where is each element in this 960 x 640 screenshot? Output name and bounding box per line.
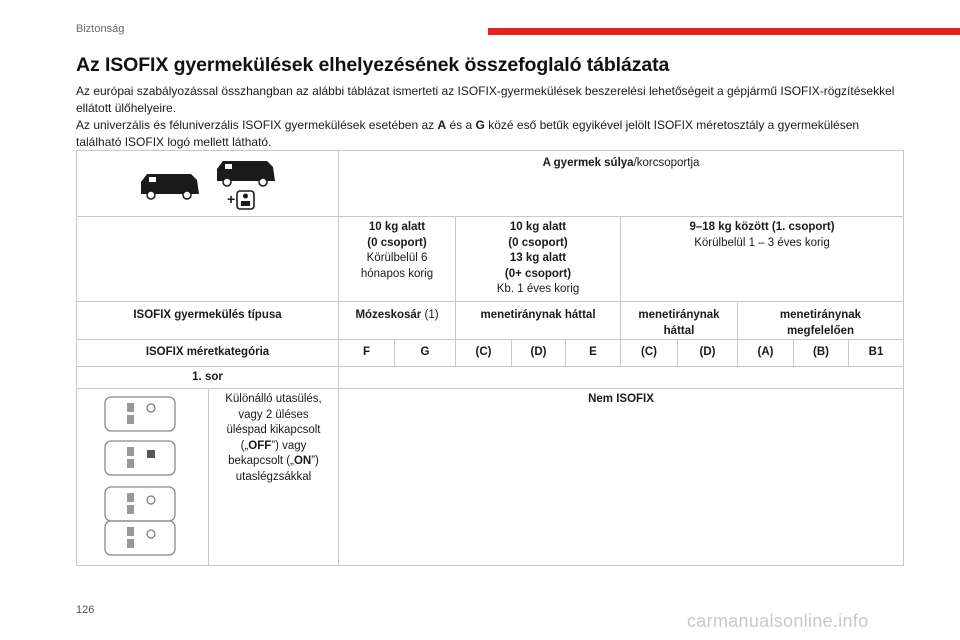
size-class: G (395, 340, 456, 367)
intro-text (76, 83, 906, 151)
section-title: Biztonság (76, 23, 125, 35)
size-class: (D) (512, 340, 566, 367)
size-class: (C) (621, 340, 678, 367)
size-class: (A) (738, 340, 794, 367)
size-label: ISOFIX méretkategória (77, 340, 339, 367)
result-not-isofix: Nem ISOFIX (588, 393, 654, 405)
size-class: (B) (794, 340, 849, 367)
svg-text:+: + (226, 191, 235, 207)
vehicle-seat-position-icon (103, 393, 179, 559)
section-accent-bar (488, 28, 960, 35)
row-label-1st-row: 1. sor (77, 367, 339, 389)
type-rear-facing-2: menetiránynak háttal (621, 302, 738, 340)
size-class: (C) (456, 340, 512, 367)
page-number: 126 (76, 604, 95, 616)
isofix-table (76, 150, 904, 566)
weight-group-1: 9–18 kg között (1. csoport) Körülbelül 1 – 3 éves korig (621, 217, 903, 302)
intro-paragraph-1: Az európai szabályozással összhangban az alábbi táblázat ismerteti az ISOFIX-gyermekülések beszerelési lehetőségeit a gépjármű ISOFIX-rögzítésekkel ellátott ülőhelyeire. (76, 84, 895, 115)
weight-group-0: 10 kg alatt (0 csoport) Körülbelül 6 hónapos korig (339, 217, 456, 302)
intro-paragraph-2: Az univerzális és féluniverzális ISOFIX gyermekülések esetében az A és a G közé eső betűk egyikével jelölt ISOFIX méretosztály a gyermekülésen található ISOFIX logó mellett látható. (76, 118, 860, 149)
two-vans-child-seat-icon (133, 154, 283, 212)
seat-diagrams-cell (77, 389, 209, 565)
type-forward-facing: menetiránynak megfelelően (738, 302, 903, 340)
size-class: (D) (678, 340, 738, 367)
empty-cell (339, 367, 903, 389)
weight-group-0plus: 10 kg alatt (0 csoport) 13 kg alatt (0+ csoport) Kb. 1 éves korig (456, 217, 621, 302)
seat-description: Különálló utasülés, vagy 2 üléses üléspad kikapcsolt („OFF”) vagy bekapcsolt („ON”) utaslégzsákkal (209, 389, 339, 565)
size-class: E (566, 340, 621, 367)
size-class: F (339, 340, 395, 367)
page-title: Az ISOFIX gyermekülések elhelyezésének összefoglaló táblázata (76, 54, 670, 76)
vehicle-icon-cell (77, 151, 339, 217)
type-cradle: Mózeskosár (1) (339, 302, 456, 340)
weight-header: A gyermek súlya/korcsoportja (339, 151, 903, 217)
type-rear-facing-1: menetiránynak háttal (456, 302, 621, 340)
watermark: carmanualsonline.info (687, 611, 869, 631)
type-label: ISOFIX gyermekülés típusa (77, 302, 339, 340)
empty-cell (77, 217, 339, 302)
size-class: B1 (849, 340, 903, 367)
